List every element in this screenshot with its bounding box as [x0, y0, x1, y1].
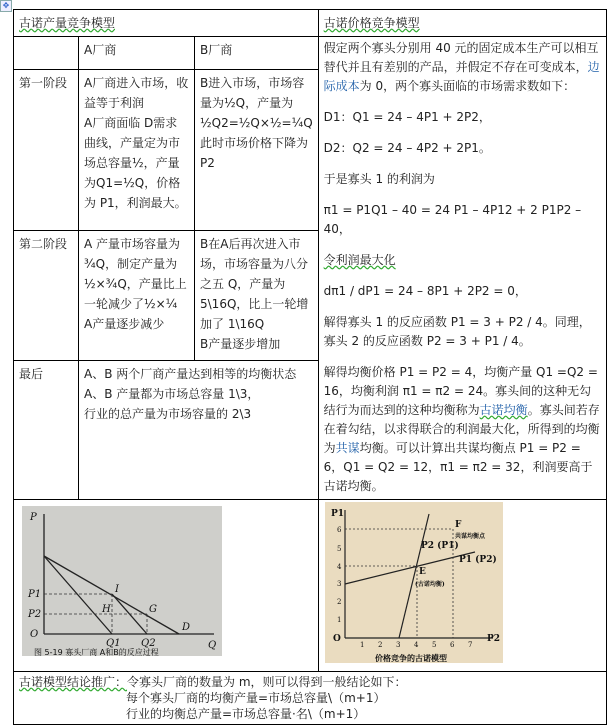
reaction-functions: 解得寡头 1 的反应函数 P1 = 3 + P2 / 4。同理，寡头 2 的反应函数 P2 = 3 + P1 / 4。	[323, 315, 591, 348]
y-tick: 6	[336, 526, 342, 534]
demand-line-q1	[44, 556, 112, 634]
reaction-process-figure	[22, 506, 222, 656]
label-p1-axis: P1	[330, 509, 344, 519]
right-title: 古诺价格竞争模型	[323, 16, 420, 30]
right-title-cell	[318, 10, 606, 37]
x-tick: 1	[359, 641, 365, 649]
label-d: D	[182, 622, 191, 633]
table-move-handle[interactable]: ✥	[0, 0, 12, 12]
label-h: H	[102, 604, 111, 615]
cournot-table	[13, 9, 607, 725]
stage-1-firm-a: A厂商进入市场，收益等于利润 A厂商面临 D需求曲线，产量定为市场总容量½，产量为Q1=½Q，价格为 P1，利润最大。	[79, 69, 195, 230]
x-tick: 5	[431, 641, 437, 649]
demand-2: D2：Q2 = 24 – 4P2 + 2P1。	[323, 141, 491, 155]
label-origin: O	[332, 634, 341, 644]
left-figure-cell	[14, 500, 319, 672]
label-g: G	[149, 604, 157, 615]
stage-1-firm-b: B进入市场，市场容量为½Q，产量为½Q2=½Q×½=¼Q 此时市场价格下降为 P2	[195, 69, 319, 230]
conclusion-line-1: 古诺模型结论推广：令寡头厂商的数量为 m，则可以得到一般结论如下：	[19, 675, 407, 689]
profit-intro: 于是寡头 1 的利润为	[323, 172, 435, 186]
reaction-line-p1	[345, 552, 475, 584]
stage-2-firm-a: A 产量市场容量为¾Q，制定产量为½×¾Q，产量比上一轮减少了½×¼ A产量逐步减少	[79, 231, 195, 361]
y-tick: 5	[336, 545, 342, 553]
label-p2: P2	[28, 609, 42, 620]
header-firm-b: B厂商	[195, 37, 319, 70]
label-o: O	[30, 629, 39, 640]
header-empty	[14, 37, 79, 70]
price-competition-figure	[325, 502, 503, 663]
derivative-equation: dπ1 / dP1 = 24 – 8P1 + 2P2 = 0，	[323, 284, 527, 298]
equilibrium-text: 解得均衡价格 P1 = P2 = 4，均衡产量 Q1 =Q2 = 16，均衡利润 π1 = π2 = 24。寡头间的这种无勾结行为而达到的这种均衡称为古诺均衡。寡头间若存在着勾结，以求得联合的利润最大化，所得到的均衡为共谋均衡。可以计算出共谋均衡点 P1 = P2 = 6，Q1 = Q2 = 12，π1 = π2 = 32，利润要高于古诺均衡。	[323, 365, 600, 493]
stage-2-label: 第二阶段	[14, 231, 79, 361]
final-label: 最后	[14, 361, 79, 500]
label-q: Q	[208, 640, 217, 651]
left-title: 古诺产量竞争模型	[19, 16, 116, 30]
price-intro: 假定两个寡头分别用 40 元的固定成本生产可以相互替代并且有差别的产品，并假定不存在可变成本，边际成本为 0，两个寡头面临的市场需求数如下：	[323, 41, 600, 93]
x-tick: 6	[449, 641, 455, 649]
cournot-equilibrium-link[interactable]: 古诺均衡	[479, 403, 528, 417]
final-result: A、B 两个厂商产量达到相等的均衡状态 A、B 产量都为市场总容量 1\3， 行业的总产量为市场容量的 2\3	[79, 361, 319, 500]
y-tick: 4	[336, 563, 342, 571]
conclusion-line-2: 每个寡头厂商的均衡产量=市场总容量\（m+1）	[126, 691, 386, 705]
label-reaction-2: P2 (P1)	[420, 541, 459, 551]
marginal-cost-link[interactable]: 边际成本	[323, 60, 600, 93]
stage-1-label: 第一阶段	[14, 69, 79, 230]
profit-equation: π1 = P1Q1 – 40 = 24 P1 – 4P12 + 2 P1P2 – 40，	[323, 203, 582, 236]
conclusion-cell	[14, 672, 607, 725]
x-tick: 7	[467, 641, 473, 649]
label-q2: Q2	[141, 638, 156, 649]
conclusion-line-3: 行业的均衡总产量=市场总容量·名\（m+1）	[126, 707, 366, 721]
y-tick: 1	[336, 616, 342, 624]
y-tick: 3	[336, 580, 342, 588]
collusion-link[interactable]: 共谋	[335, 441, 360, 455]
label-p2-axis: P2	[486, 634, 500, 644]
label-e-note: (古诺均衡)	[414, 581, 445, 588]
maximize-text: 令利润最大化	[323, 253, 396, 267]
x-tick: 2	[377, 641, 383, 649]
x-tick: 4	[413, 641, 419, 649]
left-title-cell	[14, 10, 319, 37]
label-p1: P1	[28, 589, 42, 600]
demand-line-d	[44, 556, 179, 634]
label-p: P	[30, 512, 37, 523]
label-f: F	[454, 520, 462, 530]
demand-1: D1：Q1 = 24 – 4P1 + 2P2，	[323, 110, 491, 124]
label-f-note: 共谋均衡点	[454, 533, 485, 540]
left-figure-caption: 图 5-19 寡头厂商 A和B的反应过程	[34, 648, 159, 656]
header-firm-a: A厂商	[79, 37, 195, 70]
label-e: E	[418, 567, 426, 577]
price-model-cell	[318, 37, 606, 500]
right-figure-cell	[318, 500, 606, 672]
right-figure-caption: 价格竞争的古诺模型	[374, 654, 447, 663]
x-tick: 3	[395, 641, 401, 649]
y-tick: 2	[336, 598, 342, 606]
label-q1: Q1	[106, 638, 121, 649]
stage-2-firm-b: B在A后再次进入市场，市场容量为八分之五 Q，产量为 5\16Q，比上一轮增加了 1\16Q B产量逐步增加	[195, 231, 319, 361]
label-i: I	[115, 584, 119, 595]
label-reaction-1: P1 (P2)	[458, 555, 497, 565]
